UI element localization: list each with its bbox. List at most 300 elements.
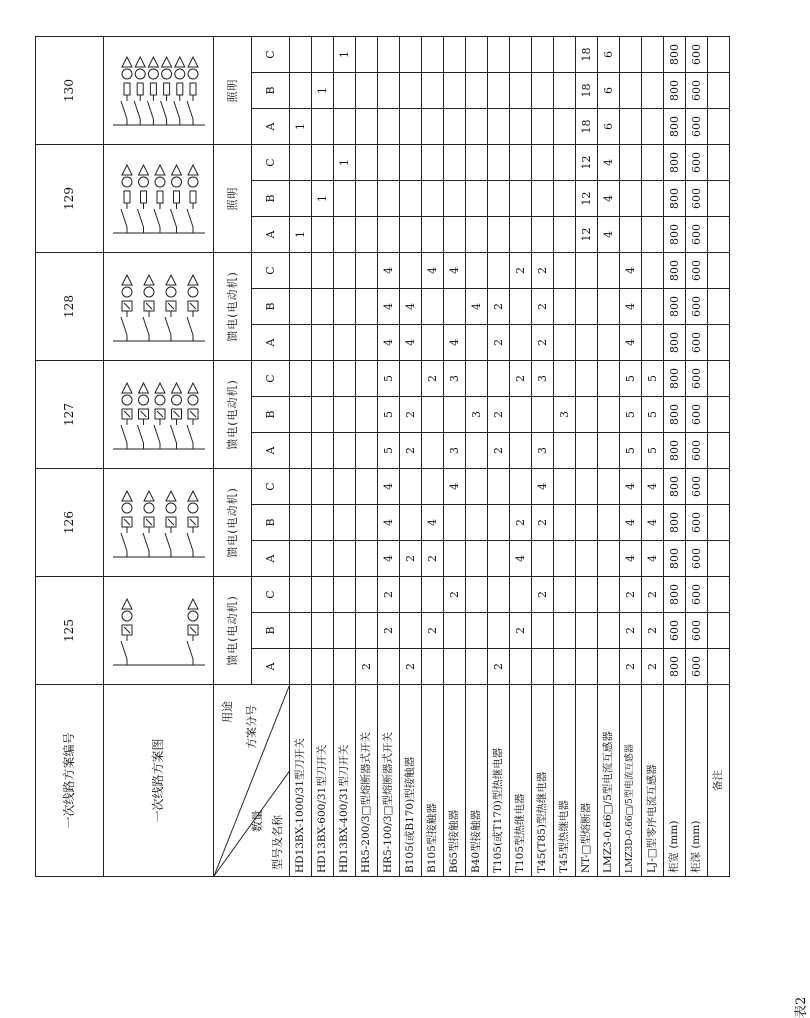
- rotated-table-wrapper: [35, 37, 730, 877]
- cell-value: [312, 253, 334, 289]
- cell-value: [444, 289, 466, 325]
- cell-value: [400, 181, 422, 217]
- phase-130-A: A: [252, 109, 290, 145]
- cell-value: [334, 253, 356, 289]
- cell-value: 4: [444, 325, 466, 361]
- cell-value: [290, 145, 312, 181]
- phase-127-C: C: [252, 361, 290, 397]
- cell-value: [334, 361, 356, 397]
- cell-value: 2: [620, 613, 642, 649]
- cell-value: [312, 325, 334, 361]
- cell-value: [444, 541, 466, 577]
- cell-value: [312, 361, 334, 397]
- table-row: [334, 37, 356, 877]
- scheme-use-128: 馈电(电动机): [214, 253, 252, 361]
- cell-value: 800: [664, 289, 686, 325]
- cell-value: [400, 37, 422, 73]
- cell-value: [422, 37, 444, 73]
- row-name: T45型热继电器: [554, 685, 576, 877]
- cell-value: 1: [312, 73, 334, 109]
- cell-value: [510, 649, 532, 685]
- cell-value: [576, 577, 598, 613]
- cell-value: 600: [686, 433, 708, 469]
- cell-value: [532, 145, 554, 181]
- cell-value: 600: [686, 37, 708, 73]
- cell-value: [488, 505, 510, 541]
- cell-value: [356, 613, 378, 649]
- cell-value: [510, 37, 532, 73]
- row-name: HR5-100/3□型熔断器式开关: [378, 685, 400, 877]
- cell-value: [378, 217, 400, 253]
- cell-value: 1: [290, 109, 312, 145]
- cell-value: 4: [444, 469, 466, 505]
- table-row: [554, 37, 576, 877]
- cell-value: [400, 217, 422, 253]
- cell-value: [356, 469, 378, 505]
- scheme-diagram-130: [104, 37, 214, 145]
- cell-value: [312, 505, 334, 541]
- cell-value: [378, 649, 400, 685]
- cell-value: [554, 649, 576, 685]
- cell-value: [356, 217, 378, 253]
- cell-value: [356, 577, 378, 613]
- cell-value: [334, 217, 356, 253]
- cell-value: 2: [642, 613, 664, 649]
- phase-126-A: A: [252, 541, 290, 577]
- cell-value: [576, 253, 598, 289]
- row-name: 柜深 (mm): [686, 685, 708, 877]
- phase-125-C: C: [252, 577, 290, 613]
- cell-value: 4: [620, 253, 642, 289]
- cell-value: [532, 217, 554, 253]
- phase-127-B: B: [252, 397, 290, 433]
- cell-value: [356, 433, 378, 469]
- cell-value: [708, 109, 730, 145]
- cell-value: [510, 217, 532, 253]
- cell-value: 4: [532, 469, 554, 505]
- cell-value: 2: [532, 577, 554, 613]
- cell-value: [620, 145, 642, 181]
- cell-value: [466, 145, 488, 181]
- phase-128-A: A: [252, 325, 290, 361]
- cell-value: [554, 541, 576, 577]
- cell-value: [312, 433, 334, 469]
- cell-value: [466, 109, 488, 145]
- cell-value: 4: [422, 505, 444, 541]
- row-name: B105型接触器: [422, 685, 444, 877]
- cell-value: 2: [378, 577, 400, 613]
- cell-value: [312, 37, 334, 73]
- cell-value: 4: [598, 181, 620, 217]
- cell-value: [554, 73, 576, 109]
- cell-value: [642, 109, 664, 145]
- cell-value: [554, 217, 576, 253]
- cell-value: 2: [422, 613, 444, 649]
- cell-value: 2: [510, 505, 532, 541]
- cell-value: 4: [466, 289, 488, 325]
- cell-value: [488, 181, 510, 217]
- cell-value: [334, 325, 356, 361]
- cell-value: 800: [664, 469, 686, 505]
- cell-value: 4: [400, 289, 422, 325]
- cell-value: [356, 289, 378, 325]
- cell-value: 4: [598, 217, 620, 253]
- row-name: 柜宽 (mm): [664, 685, 686, 877]
- cell-value: [708, 433, 730, 469]
- cell-value: [422, 73, 444, 109]
- cell-value: [290, 397, 312, 433]
- phase-130-B: B: [252, 73, 290, 109]
- cell-value: 800: [664, 217, 686, 253]
- table-row: [290, 37, 312, 877]
- table-row: [598, 37, 620, 877]
- cell-value: 800: [664, 433, 686, 469]
- cell-value: [290, 613, 312, 649]
- table-row: [664, 37, 686, 877]
- cell-value: 800: [664, 577, 686, 613]
- cell-value: [400, 109, 422, 145]
- cell-value: [576, 505, 598, 541]
- cell-value: 5: [642, 397, 664, 433]
- cell-value: [400, 145, 422, 181]
- cell-value: 4: [400, 325, 422, 361]
- cell-value: [466, 361, 488, 397]
- cell-value: 800: [664, 649, 686, 685]
- cell-value: [576, 433, 598, 469]
- cell-value: 4: [378, 289, 400, 325]
- cell-value: [422, 145, 444, 181]
- cell-value: [532, 397, 554, 433]
- cell-value: [708, 361, 730, 397]
- qty-label: 数量: [251, 810, 264, 832]
- cell-value: [554, 433, 576, 469]
- cell-value: 12: [576, 181, 598, 217]
- table-row: [576, 37, 598, 877]
- cell-value: [488, 217, 510, 253]
- cell-value: 5: [378, 397, 400, 433]
- cell-value: 2: [510, 613, 532, 649]
- cell-value: [554, 505, 576, 541]
- phase-125-B: B: [252, 613, 290, 649]
- cell-value: 2: [620, 577, 642, 613]
- cell-value: [334, 181, 356, 217]
- cell-value: 800: [664, 541, 686, 577]
- cell-value: [554, 289, 576, 325]
- cell-value: 4: [378, 505, 400, 541]
- cell-value: 600: [686, 253, 708, 289]
- row-name: HR5-200/3□型熔断器式开关: [356, 685, 378, 877]
- cell-value: [554, 577, 576, 613]
- scheme-number-126: 126: [36, 469, 104, 577]
- cell-value: 5: [642, 361, 664, 397]
- cell-value: [576, 541, 598, 577]
- cell-value: [598, 577, 620, 613]
- cell-value: [422, 289, 444, 325]
- cell-value: [356, 181, 378, 217]
- cell-value: 6: [598, 109, 620, 145]
- cell-value: 4: [378, 541, 400, 577]
- cell-value: [510, 325, 532, 361]
- cell-value: [554, 181, 576, 217]
- cell-value: [290, 253, 312, 289]
- cell-value: 2: [510, 253, 532, 289]
- cell-value: 4: [620, 505, 642, 541]
- cell-value: [290, 433, 312, 469]
- row-name: 备注: [708, 685, 730, 877]
- cell-value: 18: [576, 37, 598, 73]
- cell-value: 1: [312, 181, 334, 217]
- scheme-use-125: 馈电(电动机): [214, 577, 252, 685]
- table-row: [708, 37, 730, 877]
- header-diagonal-cell: [214, 685, 290, 877]
- cell-value: [290, 577, 312, 613]
- cell-value: 2: [532, 505, 554, 541]
- use-row: [214, 37, 252, 877]
- motor-feeder-4b-icon: [107, 258, 211, 356]
- cell-value: 600: [686, 289, 708, 325]
- cell-value: [334, 577, 356, 613]
- cell-value: [378, 37, 400, 73]
- cell-value: [400, 73, 422, 109]
- cell-value: [642, 217, 664, 253]
- cell-value: [642, 145, 664, 181]
- row-name: T45(T85)型热继电器: [532, 685, 554, 877]
- row-name: B40型接触器: [466, 685, 488, 877]
- cell-value: [708, 217, 730, 253]
- cell-value: [312, 109, 334, 145]
- cell-value: 6: [598, 73, 620, 109]
- table-row: [444, 37, 466, 877]
- cell-value: [400, 253, 422, 289]
- cell-value: [312, 613, 334, 649]
- cell-value: 4: [598, 145, 620, 181]
- cell-value: [532, 649, 554, 685]
- cell-value: [444, 181, 466, 217]
- scheme-number-label: 一次线路方案编号: [36, 685, 104, 877]
- scheme-table: [35, 36, 730, 877]
- cell-value: [290, 37, 312, 73]
- cell-value: 4: [620, 289, 642, 325]
- cell-value: [708, 253, 730, 289]
- cell-value: [334, 541, 356, 577]
- cell-value: 2: [400, 397, 422, 433]
- scheme-diagram-label: 一次线路方案图: [104, 685, 214, 877]
- cell-value: 2: [620, 649, 642, 685]
- cell-value: [576, 325, 598, 361]
- cell-value: 2: [422, 541, 444, 577]
- cell-value: [312, 469, 334, 505]
- scheme-number-129: 129: [36, 145, 104, 253]
- cell-value: 600: [664, 613, 686, 649]
- table-label: 表2: [794, 996, 809, 1018]
- cell-value: [576, 397, 598, 433]
- motor-feeder-2-icon: [107, 582, 211, 680]
- cell-value: 600: [686, 145, 708, 181]
- cell-value: 3: [444, 433, 466, 469]
- cell-value: [598, 649, 620, 685]
- cell-value: [334, 397, 356, 433]
- cell-value: 4: [620, 325, 642, 361]
- cell-value: 800: [664, 505, 686, 541]
- cell-value: 3: [444, 361, 466, 397]
- cell-value: [488, 541, 510, 577]
- cell-value: [466, 505, 488, 541]
- scheme-use-130: 照明: [214, 37, 252, 145]
- cell-value: [444, 217, 466, 253]
- cell-value: [488, 577, 510, 613]
- cell-value: [510, 397, 532, 433]
- cell-value: [598, 541, 620, 577]
- cell-value: 4: [378, 253, 400, 289]
- cell-value: 600: [686, 361, 708, 397]
- cell-value: [444, 649, 466, 685]
- cell-value: [708, 37, 730, 73]
- cell-value: [532, 541, 554, 577]
- cell-value: 2: [378, 613, 400, 649]
- scheme-use-126: 馈电(电动机): [214, 469, 252, 577]
- phase-129-A: A: [252, 217, 290, 253]
- cell-value: 4: [510, 541, 532, 577]
- scheme-number-128: 128: [36, 253, 104, 361]
- cell-value: [510, 289, 532, 325]
- cell-value: [598, 469, 620, 505]
- phase-128-B: B: [252, 289, 290, 325]
- cell-value: [510, 109, 532, 145]
- cell-value: [576, 289, 598, 325]
- cell-value: 5: [620, 433, 642, 469]
- cell-value: [620, 181, 642, 217]
- cell-value: [532, 109, 554, 145]
- cell-value: [312, 541, 334, 577]
- cell-value: [378, 109, 400, 145]
- cell-value: [290, 505, 312, 541]
- cell-value: [554, 145, 576, 181]
- cell-value: [576, 361, 598, 397]
- cell-value: 2: [488, 397, 510, 433]
- cell-value: 4: [422, 253, 444, 289]
- use-label: 用途: [221, 701, 234, 723]
- cell-value: [642, 325, 664, 361]
- row-name: T105(或T170)型热继电器: [488, 685, 510, 877]
- cell-value: 4: [444, 253, 466, 289]
- cell-value: [444, 37, 466, 73]
- cell-value: [510, 73, 532, 109]
- table-row: [312, 37, 334, 877]
- cell-value: [532, 73, 554, 109]
- cell-value: [532, 613, 554, 649]
- cell-value: 600: [686, 505, 708, 541]
- cell-value: 5: [642, 433, 664, 469]
- motor-feeder-4-icon: [107, 474, 211, 572]
- scheme-number-125: 125: [36, 577, 104, 685]
- cell-value: [708, 613, 730, 649]
- cell-value: [598, 289, 620, 325]
- cell-value: 3: [466, 397, 488, 433]
- cell-value: 2: [532, 289, 554, 325]
- cell-value: [290, 73, 312, 109]
- row-name: T105型热继电器: [510, 685, 532, 877]
- cell-value: [444, 109, 466, 145]
- cell-value: 600: [686, 649, 708, 685]
- cell-value: 800: [664, 325, 686, 361]
- phase-129-B: B: [252, 181, 290, 217]
- cell-value: [510, 145, 532, 181]
- cell-value: [290, 649, 312, 685]
- cell-value: 600: [686, 217, 708, 253]
- cell-value: [466, 469, 488, 505]
- cell-value: 600: [686, 577, 708, 613]
- scheme-diagram-129: [104, 145, 214, 253]
- cell-value: [708, 181, 730, 217]
- cell-value: 3: [532, 361, 554, 397]
- cell-value: [598, 433, 620, 469]
- cell-value: 2: [488, 433, 510, 469]
- cell-value: 2: [356, 649, 378, 685]
- cell-value: 2: [532, 325, 554, 361]
- cell-value: [598, 397, 620, 433]
- phase-128-C: C: [252, 253, 290, 289]
- cell-value: 2: [488, 325, 510, 361]
- cell-value: 800: [664, 109, 686, 145]
- cell-value: [598, 361, 620, 397]
- cell-value: [290, 541, 312, 577]
- cell-value: [708, 325, 730, 361]
- motor-feeder-5-icon: [107, 366, 211, 464]
- cell-value: [466, 649, 488, 685]
- cell-value: [400, 613, 422, 649]
- cell-value: [488, 37, 510, 73]
- cell-value: [510, 181, 532, 217]
- cell-value: [620, 73, 642, 109]
- cell-value: [708, 505, 730, 541]
- cell-value: [466, 613, 488, 649]
- cell-value: [554, 325, 576, 361]
- row-name: HD13BX-1000/31型刀开关: [290, 685, 312, 877]
- phase-125-A: A: [252, 649, 290, 685]
- cell-value: [334, 289, 356, 325]
- cell-value: [708, 577, 730, 613]
- cell-value: [312, 397, 334, 433]
- sub-label: 方案分号: [245, 705, 258, 749]
- cell-value: 4: [378, 469, 400, 505]
- cell-value: [708, 145, 730, 181]
- cell-value: [290, 361, 312, 397]
- lighting-feeder-icon: [107, 150, 211, 248]
- cell-value: [466, 433, 488, 469]
- cell-value: [422, 649, 444, 685]
- cell-value: [422, 397, 444, 433]
- cell-value: [356, 253, 378, 289]
- cell-value: [422, 433, 444, 469]
- cell-value: [488, 469, 510, 505]
- cell-value: [554, 613, 576, 649]
- phase-127-A: A: [252, 433, 290, 469]
- scheme-use-129: 照明: [214, 145, 252, 253]
- cell-value: [554, 469, 576, 505]
- scheme-use-127: 馈电(电动机): [214, 361, 252, 469]
- cell-value: 4: [642, 505, 664, 541]
- cell-value: [488, 145, 510, 181]
- cell-value: [444, 505, 466, 541]
- row-name: HD13BX-400/31型刀开关: [334, 685, 356, 877]
- cell-value: [334, 505, 356, 541]
- cell-value: [554, 253, 576, 289]
- cell-value: 5: [620, 397, 642, 433]
- cell-value: [356, 109, 378, 145]
- cell-value: [422, 577, 444, 613]
- phase-130-C: C: [252, 37, 290, 73]
- cell-value: [312, 217, 334, 253]
